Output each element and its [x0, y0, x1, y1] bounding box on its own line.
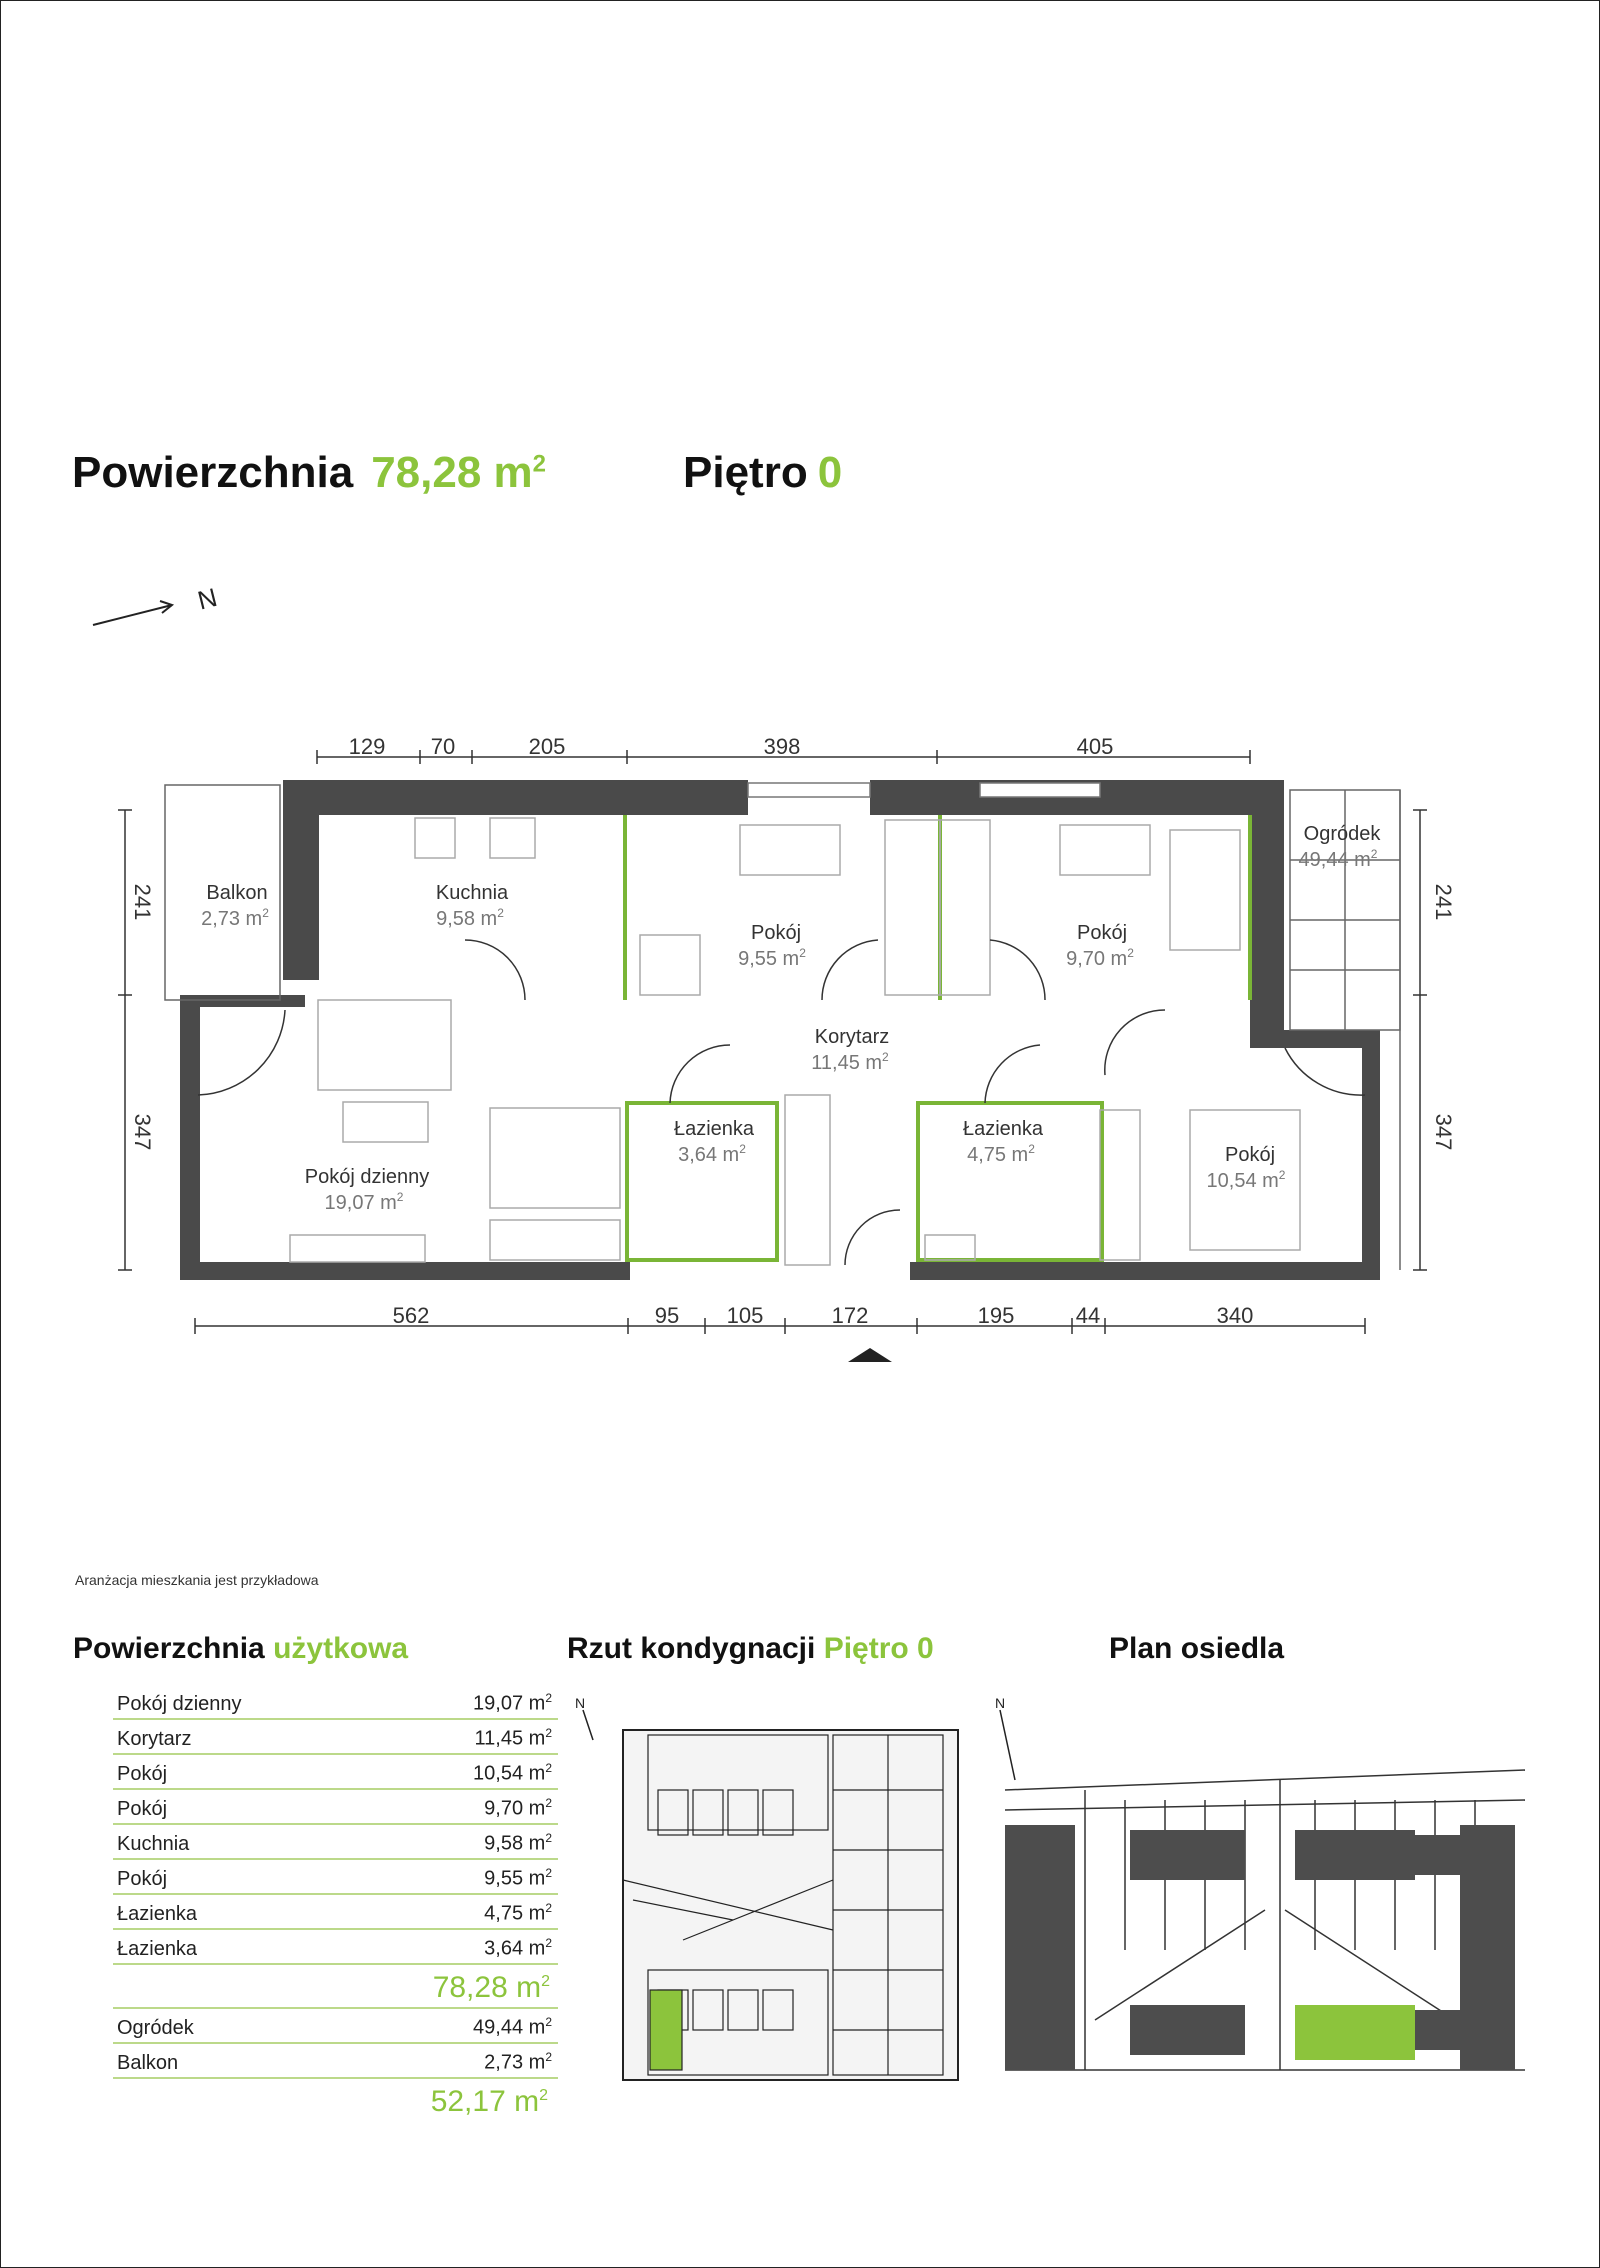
table-row — [113, 2009, 558, 2044]
row-value — [484, 1866, 552, 1891]
dim-bottom-1: 95 — [654, 1303, 680, 1328]
unit-exp: 2 — [545, 2015, 552, 2030]
usable-area-title-accent: użytkowa — [273, 1632, 409, 1665]
row-name: Łazienka — [117, 1938, 198, 1960]
room-area-korytarz-text: 11,45 m — [811, 1052, 883, 1074]
room-area-pokoj-3-text: 10,54 m — [1206, 1170, 1279, 1192]
floor-label: Piętro — [683, 448, 808, 497]
dim-bottom-4: 195 — [977, 1303, 1015, 1328]
highlighted-building — [1295, 2005, 1415, 2060]
room-area-korytarz — [811, 1050, 889, 1074]
arrangement-note: Aranżacja mieszkania jest przykładowa — [75, 1572, 319, 1588]
room-area-ogrodek — [1299, 847, 1378, 871]
mini-compass-icon — [575, 1695, 593, 1740]
unit-exp: 2 — [545, 2050, 552, 2065]
unit-exp: 2 — [539, 2087, 548, 2104]
row-value-text: 19,07 m — [473, 1693, 546, 1715]
estate-site-map — [995, 1690, 1525, 2085]
usable-total-value — [433, 1971, 550, 2005]
dim-left-1: 347 — [130, 1113, 155, 1151]
room-name-pokoj-1: Pokój — [750, 922, 802, 944]
unit-exp: 2 — [545, 1796, 552, 1811]
row-value-text: 9,70 m — [484, 1798, 546, 1820]
row-value — [473, 1761, 552, 1786]
row-value — [484, 1831, 552, 1856]
room-name-lazienka-1: Łazienka — [673, 1118, 755, 1140]
table-row — [113, 1755, 558, 1790]
dim-top-1: 70 — [430, 734, 456, 759]
floor-level-map — [573, 1690, 963, 2085]
room-area-lazienka-1 — [678, 1142, 746, 1166]
unit-exp: 2 — [541, 1973, 550, 1990]
room-labels — [201, 823, 1381, 1214]
room-area-pokoj-dzienny-text: 19,07 m — [324, 1192, 397, 1214]
row-value — [473, 1691, 552, 1716]
row-name: Korytarz — [117, 1728, 192, 1750]
table-row — [113, 1895, 558, 1930]
room-area-kuchnia-text: 9,58 m — [436, 908, 498, 930]
extra-total — [113, 2079, 558, 2123]
room-area-lazienka-2 — [967, 1142, 1035, 1166]
area-unit-exp: 2 — [532, 450, 547, 478]
row-value — [484, 2050, 552, 2075]
area-value-text: 78,28 m — [371, 448, 533, 497]
estate-compass-letter: N — [995, 1695, 1006, 1711]
floorplan-title-accent: Piętro 0 — [823, 1632, 934, 1665]
room-area-pokoj-1 — [738, 946, 806, 970]
extra-total-value — [431, 2085, 548, 2119]
interior-walls — [625, 815, 1250, 1260]
room-area-lazienka-1-text: 3,64 m — [678, 1144, 740, 1166]
highlighted-apartment — [650, 1990, 682, 2070]
table-row — [113, 2044, 558, 2079]
unit-exp: 2 — [545, 1761, 552, 1776]
room-name-pokoj-3: Pokój — [1224, 1144, 1276, 1166]
table-row — [113, 1685, 558, 1720]
row-value — [473, 2015, 552, 2040]
room-area-pokoj-2 — [1066, 946, 1134, 970]
apartment-floor-plan — [0, 560, 1600, 1390]
table-row — [113, 1825, 558, 1860]
unit-exp: 2 — [1278, 1168, 1286, 1182]
row-value — [484, 1901, 552, 1926]
area-label: Powierzchnia — [72, 448, 354, 497]
row-name: Pokój — [117, 1763, 168, 1785]
table-row — [113, 1790, 558, 1825]
unit-exp: 2 — [882, 1050, 889, 1064]
row-value-text: 2,73 m — [484, 2052, 546, 2074]
unit-exp: 2 — [396, 1190, 404, 1204]
row-name: Pokój — [117, 1798, 168, 1820]
floor-value: 0 — [817, 448, 843, 497]
room-area-pokoj-1-text: 9,55 m — [738, 948, 800, 970]
entrance-marker-icon — [848, 1348, 892, 1362]
north-letter: N — [194, 581, 221, 616]
row-name: Pokój — [117, 1868, 168, 1890]
row-name: Pokój dzienny — [117, 1693, 242, 1715]
bottom-dimension-line — [195, 1318, 1365, 1334]
room-name-korytarz: Korytarz — [814, 1026, 890, 1048]
room-area-lazienka-2-text: 4,75 m — [967, 1144, 1029, 1166]
row-value-text: 3,64 m — [484, 1938, 546, 1960]
row-value — [484, 1796, 552, 1821]
dim-bottom-5: 44 — [1075, 1303, 1101, 1328]
room-area-ogrodek-text: 49,44 m — [1298, 849, 1371, 871]
unit-exp: 2 — [545, 1901, 552, 1916]
row-name: Balkon — [117, 2052, 179, 2074]
row-name: Łazienka — [117, 1903, 198, 1925]
unit-exp: 2 — [497, 906, 504, 920]
unit-exp: 2 — [545, 1936, 552, 1951]
row-value-text: 9,58 m — [484, 1833, 546, 1855]
room-name-kuchnia: Kuchnia — [435, 882, 509, 904]
dim-top-0: 129 — [348, 734, 386, 759]
unit-exp: 2 — [799, 946, 806, 960]
room-name-pokoj-2: Pokój — [1076, 922, 1128, 944]
unit-exp: 2 — [545, 1831, 552, 1846]
area-heading — [72, 448, 546, 498]
estate-buildings — [1005, 1825, 1515, 2070]
dim-right-1: 347 — [1431, 1113, 1456, 1151]
estate-compass-icon — [995, 1695, 1015, 1780]
room-name-pokoj-dzienny: Pokój dzienny — [304, 1166, 430, 1188]
mini-compass-letter: N — [575, 1695, 586, 1711]
north-arrow-icon — [93, 582, 220, 625]
area-table — [113, 1685, 558, 2123]
estate-plan-title: Plan osiedla — [1109, 1632, 1285, 1665]
room-area-pokoj-dzienny — [325, 1190, 404, 1214]
room-area-pokoj-2-text: 9,70 m — [1066, 948, 1128, 970]
area-value — [371, 448, 546, 497]
room-name-balkon: Balkon — [206, 882, 268, 904]
dim-left-0: 241 — [130, 883, 155, 921]
unit-exp: 2 — [1370, 847, 1378, 861]
room-area-pokoj-3 — [1207, 1168, 1286, 1192]
row-name: Ogródek — [117, 2017, 194, 2039]
row-value — [484, 1936, 552, 1961]
dim-top-3: 398 — [763, 734, 801, 759]
floorplan-title — [567, 1632, 934, 1666]
dim-bottom-0: 562 — [392, 1303, 430, 1328]
dim-right-0: 241 — [1431, 883, 1456, 921]
unit-exp: 2 — [739, 1142, 746, 1156]
row-value-text: 4,75 m — [484, 1903, 546, 1925]
usable-area-title-text: Powierzchnia — [73, 1632, 265, 1665]
row-value-text: 49,44 m — [473, 2017, 546, 2039]
unit-exp: 2 — [262, 906, 269, 920]
table-row — [113, 1720, 558, 1755]
unit-exp: 2 — [545, 1866, 552, 1881]
dim-bottom-6: 340 — [1216, 1303, 1254, 1328]
room-name-ogrodek: Ogródek — [1303, 823, 1381, 845]
row-name: Kuchnia — [117, 1833, 190, 1855]
extra-total-text: 52,17 m — [430, 2085, 540, 2118]
usable-area-title — [73, 1632, 408, 1666]
unit-exp: 2 — [545, 1726, 552, 1741]
room-area-balkon-text: 2,73 m — [201, 908, 263, 930]
dim-bottom-2: 105 — [726, 1303, 764, 1328]
unit-exp: 2 — [1127, 946, 1134, 960]
row-value-text: 10,54 m — [473, 1763, 546, 1785]
floor-heading — [683, 448, 842, 498]
table-row — [113, 1930, 558, 1965]
dim-bottom-3: 172 — [831, 1303, 869, 1328]
unit-exp: 2 — [545, 1691, 552, 1706]
row-value-text: 11,45 m — [474, 1728, 546, 1750]
room-area-kuchnia — [436, 906, 504, 930]
floorplan-title-text: Rzut kondygnacji — [567, 1632, 816, 1665]
dim-top-4: 405 — [1076, 734, 1114, 759]
row-value-text: 9,55 m — [484, 1868, 546, 1890]
usable-total-text: 78,28 m — [432, 1971, 542, 2004]
room-name-lazienka-2: Łazienka — [962, 1118, 1044, 1140]
table-row — [113, 1860, 558, 1895]
row-value — [475, 1726, 552, 1751]
room-area-balkon — [201, 906, 269, 930]
dim-top-2: 205 — [528, 734, 566, 759]
usable-total — [113, 1965, 558, 2009]
unit-exp: 2 — [1028, 1142, 1035, 1156]
